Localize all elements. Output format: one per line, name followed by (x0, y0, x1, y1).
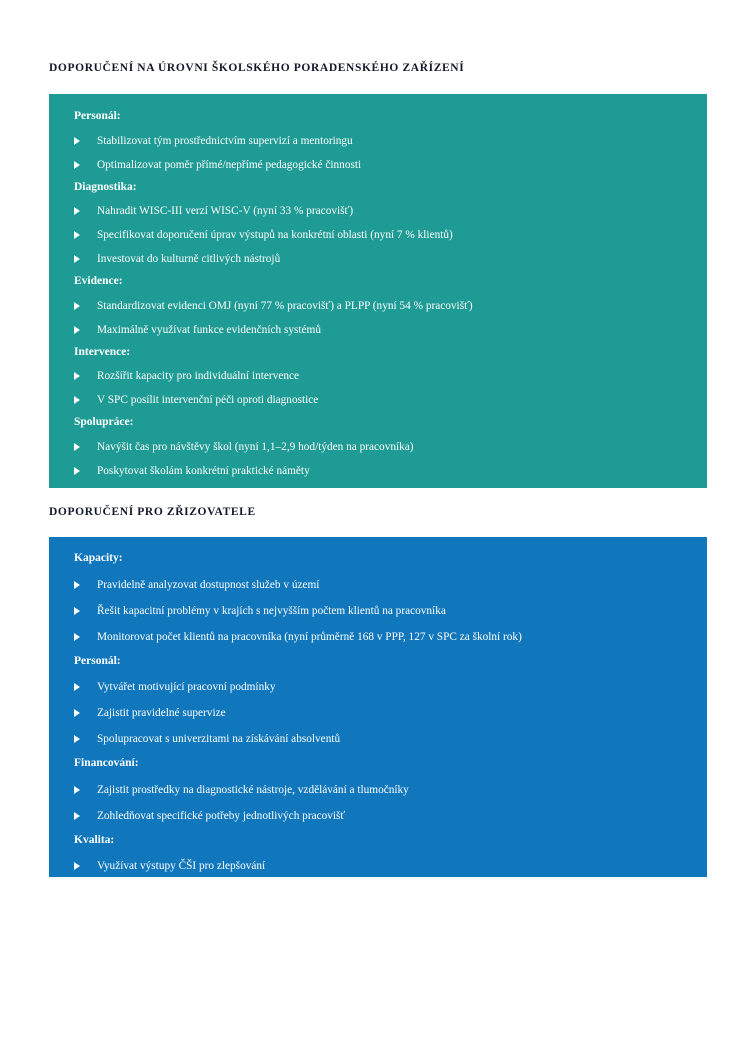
recommendation-list (61, 205, 689, 265)
triangle-right-icon (74, 735, 80, 743)
list-item (61, 465, 689, 477)
list-item (61, 300, 689, 312)
list-item (61, 324, 689, 336)
list-item (61, 733, 689, 745)
list-item (61, 394, 689, 406)
recommendation-group (61, 656, 689, 746)
list-item-label: Specifikovat doporučení úprav výstupů na konkrétní oblasti (nyní 7 % klientů) (97, 229, 453, 241)
list-item (61, 370, 689, 382)
recommendation-group (61, 111, 689, 171)
list-item-label: Rozšířit kapacity pro individuální intervence (97, 370, 300, 382)
triangle-right-icon (74, 633, 80, 641)
list-item-label: Zohledňovat specifické potřeby jednotlivých pracovišť (97, 809, 346, 822)
recommendation-group-label: Personál: (74, 654, 121, 667)
list-item (61, 605, 689, 617)
recommendation-list (61, 784, 689, 822)
triangle-right-icon (74, 231, 80, 239)
recommendation-group (61, 758, 689, 822)
recommendation-list (61, 579, 689, 643)
list-item-label: Zajistit prostředky na diagnostické nástroje, vzdělávání a tlumočníky (97, 783, 409, 796)
triangle-right-icon (74, 862, 80, 870)
list-item (61, 707, 689, 719)
triangle-right-icon (74, 786, 80, 794)
recommendation-group-label: Kvalita: (74, 833, 115, 846)
triangle-right-icon (74, 888, 80, 896)
list-item (61, 631, 689, 643)
triangle-right-icon (74, 372, 80, 380)
recommendation-group (61, 835, 689, 899)
recommendation-group (61, 182, 689, 266)
triangle-right-icon (74, 326, 80, 334)
triangle-right-icon (74, 396, 80, 404)
list-item (61, 135, 689, 147)
list-item (61, 159, 689, 171)
list-item-label: Stabilizovat tým prostřednictvím supervizí a mentoringu (97, 134, 353, 147)
triangle-right-icon (74, 161, 80, 169)
list-item-label: Optimalizovat poměr přímé/nepřímé pedagogické činnosti (97, 158, 362, 171)
list-item (61, 886, 689, 898)
triangle-right-icon (74, 581, 80, 589)
triangle-right-icon (74, 709, 80, 717)
list-item-label: Navýšit čas pro návštěvy škol (nyní 1,1–2,9 hod/týden na pracovníka) (97, 440, 414, 453)
triangle-right-icon (74, 207, 80, 215)
recommendation-group-label: Personál: (74, 110, 121, 122)
recommendation-group-label: Financování: (74, 757, 139, 769)
list-item-label: Spolupracovat s univerzitami na získávání absolventů (97, 733, 341, 745)
list-item (61, 441, 689, 453)
triangle-right-icon (74, 812, 80, 820)
list-item (61, 681, 689, 693)
recommendation-list (61, 860, 689, 898)
list-item-label: Monitorovat počet klientů na pracovníka (nyní průměrně 168 v PPP, 127 v SPC za školní rok) (97, 630, 522, 643)
recommendation-list (61, 135, 689, 171)
list-item-label: Řešit kapacitní problémy v krajích s nejvyšším počtem klientů na pracovníka (97, 604, 446, 617)
list-item-label: Investovat do kulturně citlivých nástrojů (97, 253, 281, 265)
recommendation-group (61, 553, 689, 643)
triangle-right-icon (74, 683, 80, 691)
triangle-right-icon (74, 467, 80, 475)
recommendation-group (61, 347, 689, 407)
list-item-label: Vytvářet motivující pracovní podmínky (97, 681, 276, 693)
recommendation-group-label: Kapacity: (74, 552, 123, 564)
recommendation-group-label: Intervence: (74, 345, 131, 358)
page-title-spz: DOPORUČENÍ NA ÚROVNI ŠKOLSKÉHO PORADENSKÉHO ZAŘÍZENÍ (49, 62, 465, 74)
recommendations-panel-spz (49, 94, 707, 488)
list-item (61, 253, 689, 265)
recommendation-group-label: Diagnostika: (74, 180, 137, 193)
recommendation-group (61, 276, 689, 336)
triangle-right-icon (74, 607, 80, 615)
list-item-label: Pravidelně analyzovat dostupnost služeb v území (97, 578, 320, 591)
triangle-right-icon (74, 443, 80, 451)
list-item-label: Maximálně využívat funkce evidenčních systémů (97, 323, 321, 336)
triangle-right-icon (74, 255, 80, 263)
list-item (61, 860, 689, 872)
list-item (61, 784, 689, 796)
list-item-label: Poskytovat školám konkrétní praktické náměty (97, 464, 310, 477)
recommendation-group-label: Evidence: (74, 275, 123, 287)
recommendation-group (61, 417, 689, 477)
recommendation-list (61, 300, 689, 336)
recommendation-list (61, 370, 689, 406)
list-item-label: Systematicky sbírat a využívat data pro plánování (97, 886, 323, 898)
recommendations-panel-zrizovatele (49, 537, 707, 898)
list-item (61, 205, 689, 217)
list-item-label: Nahradit WISC-III verzí WISC-V (nyní 33 % pracovišť) (97, 205, 354, 217)
list-item (61, 579, 689, 591)
recommendation-list (61, 441, 689, 477)
recommendation-group-label: Spolupráce: (74, 416, 134, 428)
recommendation-list (61, 681, 689, 745)
triangle-right-icon (74, 302, 80, 310)
list-item-label: Standardizovat evidenci OMJ (nyní 77 % pracovišť) a PLPP (nyní 54 % pracovišť) (97, 299, 473, 312)
list-item (61, 229, 689, 241)
list-item-label: Využívat výstupy ČŠI pro zlepšování (97, 860, 266, 872)
list-item (61, 810, 689, 822)
triangle-right-icon (74, 137, 80, 145)
list-item-label: V SPC posílit intervenční péči oproti diagnostice (97, 394, 319, 406)
page-title-zrizovatele: DOPORUČENÍ PRO ZŘIZOVATELE (49, 506, 256, 518)
list-item-label: Zajistit pravidelné supervize (97, 707, 226, 719)
